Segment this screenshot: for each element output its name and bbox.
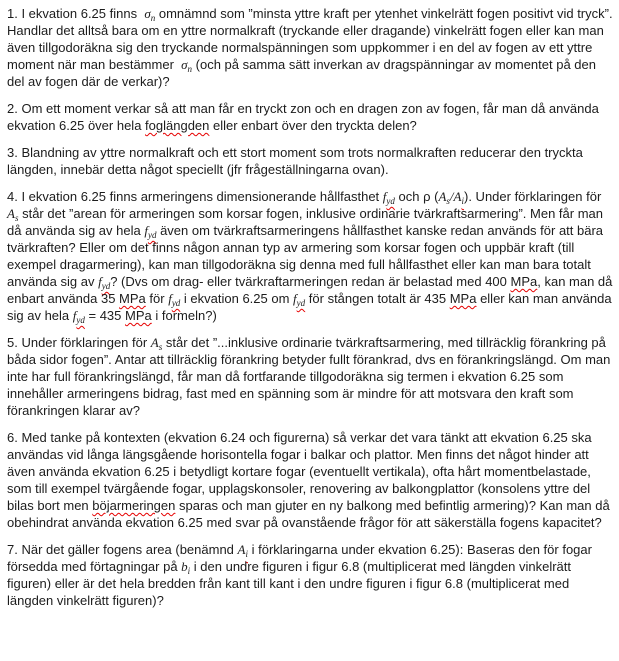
question-paragraph-1 — [7, 5, 617, 90]
math-variable: σ — [181, 57, 188, 72]
text-run: och ρ ( — [394, 189, 439, 204]
text-run-misspelled: MPa — [125, 308, 152, 323]
math-subscript: s — [158, 342, 163, 352]
math-variable: f — [144, 223, 148, 238]
text-run: för — [145, 291, 169, 306]
math-subscript-misspelled: yd — [171, 298, 181, 308]
math-variable: f — [382, 189, 387, 204]
math-variable: A — [438, 189, 447, 204]
math-subscript-misspelled: i — [461, 196, 464, 206]
text-run-misspelled: foglängden — [145, 118, 210, 133]
text-run: 6. Med tanke på kontexten (ekvation 6.24 och figurerna) så verkar det vara tänkt att ekvation 6.25 ska användas vid långa längsgående horisontella fogar i balkar och plattor. Men finns det något hinder att även använda ekvation 6.25 i betydligt kortare fogar (eventuellt vertikala), ofta hårt momentbelastade, som till exempel tvärgående fogar, upplagskonsoler, renovering av balkongplattor (konsolens yttre del bilas bort men — [7, 430, 596, 513]
math-variable: / — [449, 189, 454, 204]
math-variable: f — [98, 274, 102, 289]
text-run: 4. I ekvation 6.25 finns armeringens dimensionerande hållfasthet — [7, 189, 383, 204]
math-subscript: n — [187, 64, 193, 74]
text-run: = 435 — [84, 308, 126, 323]
question-paragraph-2 — [7, 100, 613, 134]
math-variable: f — [293, 291, 297, 306]
math-variable: σ — [144, 6, 151, 21]
text-run: i förklaringarna under ekvation 6.25): Baseras den för fogar försedda med förtagningar på — [7, 542, 596, 574]
text-run: ? (Dvs om drag- eller tvärkraftarmeringen redan är belastad med 400 — [110, 274, 511, 289]
math-variable: f — [168, 291, 172, 306]
math-subscript: s — [446, 196, 450, 206]
math-subscript-misspelled: yd — [386, 196, 395, 206]
text-run-misspelled: MPa — [510, 274, 538, 289]
text-run: sparas och man gjuter en ny balkong med befintlig armering)? Kan man då obehindrat använda ekvation 6.25 med svar på ovanstående frågor för att säkerställa fogens kapacitet? — [7, 498, 614, 530]
text-run: även om tvärkraftsarmeringens hållfasthet kanske redan används för att bära tvärkraften? Eller om det finns någon annan typ av armering som korsar fogen och uppbär kraft (till exempel dragarmering), kan man tillgodoräkna sig denna med full hållfasthet eller kan man bara totalt använda sig av — [7, 223, 607, 289]
text-run: omnämnd som ”minsta yttre kraft per ytenhet vinkelrätt fogen positivt vid tryck”. Handlar det alltså bara om en yttre normalkraft (tryckande eller dragande) vinkelrätt fogen eller kan man även tillgodoräkna sig den tryckande normalspänningen som uppkommer i en del av fogen av ett yttre moment när man bestämmer — [7, 6, 617, 72]
math-variable: A — [453, 189, 462, 204]
text-run: 2. Om ett moment verkar så att man får en tryckt zon och en dragen zon av fogen, får man då använda ekvation 6.25 över hela — [7, 101, 603, 133]
text-run: i den undre figuren i figur 6.8 (multiplicerat med längden vinkelrätt figuren) eller är det hela bredden från kant till kant i den undre figuren i figur 6.8 (multiplicerat med längden vinkelrätt figuren)? — [7, 559, 575, 608]
question-paragraph-7 — [7, 541, 613, 609]
text-run: i ekvation 6.25 om — [180, 291, 294, 306]
text-run: (och på samma sätt inverkan av dragspänningar av momentet på den del av fogen där de verkar)? — [7, 57, 600, 89]
text-run: i formeln?) — [151, 308, 217, 323]
math-subscript: n — [150, 13, 156, 23]
math-variable: b — [181, 559, 188, 574]
question-paragraph-3 — [7, 144, 613, 178]
question-paragraph-5 — [7, 334, 613, 419]
text-run: ). Under förklaringen för — [464, 189, 605, 204]
text-run: står det ”...inklusive ordinarie tvärkraftsarmering, med tillräcklig förankring på båda sidor fogen”. Antar att tillräcklig förankring betyder fullt förankrad, dvs en förankringslängd. Om man inte har full förankringslängd, får man då fortfarande tillgodoräkna sig termen i ekvation 6.25 som innehåller armeringens bidrag, fast med en spänning som är mindre för att motsvara den kraft som förankringen klarar av? — [7, 335, 614, 418]
math-variable: A — [150, 335, 159, 350]
text-run: eller kan man använda sig av hela — [7, 291, 616, 323]
text-run: 1. I ekvation 6.25 finns — [7, 6, 145, 21]
math-subscript-misspelled: yd — [101, 281, 111, 291]
question-paragraph-4 — [7, 188, 617, 325]
math-subscript-misspelled: yd — [76, 315, 85, 325]
math-variable: f — [72, 308, 77, 323]
math-subscript: i — [187, 566, 191, 576]
text-run: för stången totalt är 435 — [305, 291, 450, 306]
text-run-misspelled: MPa — [449, 291, 477, 306]
math-variable: A — [7, 206, 15, 221]
math-subscript-misspelled: yd — [296, 298, 306, 308]
text-run-misspelled: MPa — [119, 291, 146, 306]
text-run: , kan man då enbart använda 35 — [7, 274, 617, 306]
text-run-misspelled: böjarmeringen — [92, 498, 176, 513]
math-subscript: s — [14, 213, 19, 223]
math-subscript-misspelled: yd — [147, 230, 157, 240]
text-run: eller enbart över den tryckta delen? — [209, 118, 417, 133]
text-run: står det ”arean för armeringen som korsar fogen, inklusive ordinarie tvärkraftsarmering”. Men får man då använda sig av hela — [7, 206, 607, 238]
text-run: 7. När det gäller fogens area (benämnd — [7, 542, 238, 557]
text-run: 5. Under förklaringen för — [7, 335, 151, 350]
question-paragraph-6 — [7, 429, 613, 531]
math-subscript-misspelled: i — [245, 549, 248, 559]
math-variable: A — [237, 542, 246, 557]
text-run: 3. Blandning av yttre normalkraft och ett stort moment som trots normalkraften reducerar den tryckta längden, innebär detta något speciellt (jfr frågeställningarna ovan). — [7, 145, 587, 177]
